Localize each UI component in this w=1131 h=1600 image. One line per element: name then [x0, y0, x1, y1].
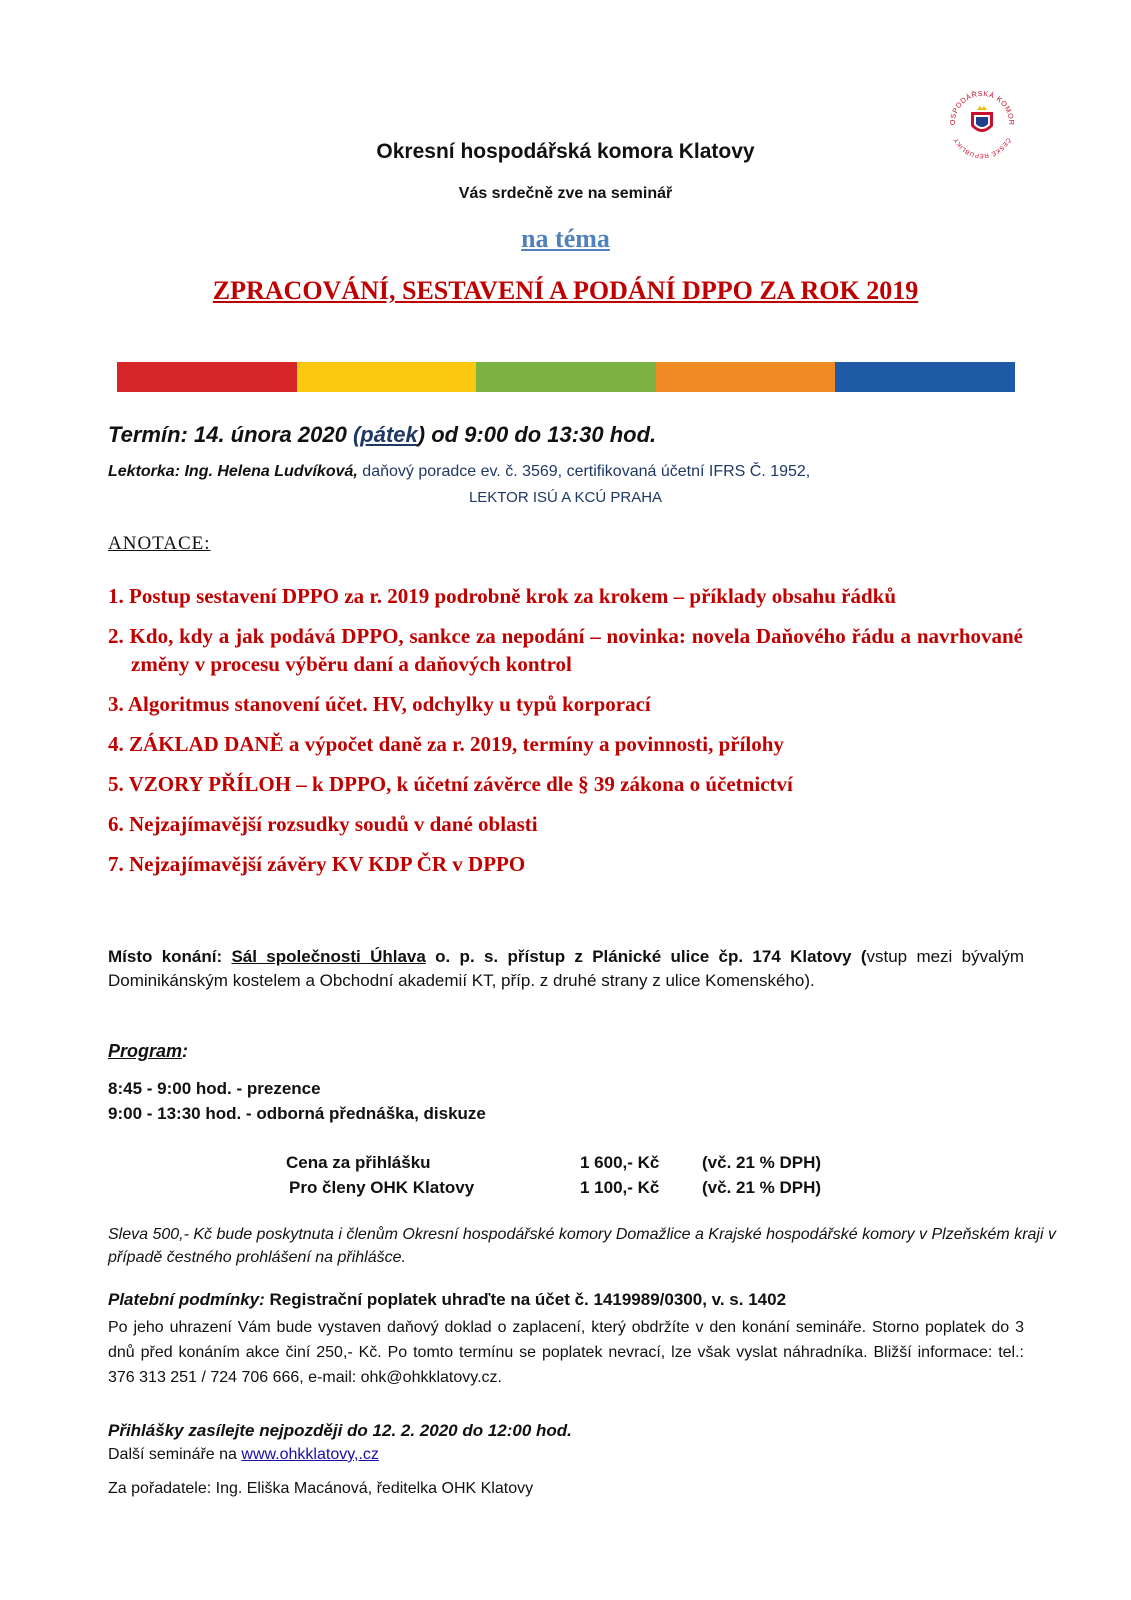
list-item: 3. Algoritmus stanovení účet. HV, odchylky u typů korporací: [108, 692, 651, 716]
list-item: 5. VZORY PŘÍLOH – k DPPO, k účetní závěrce dle § 39 zákona o účetnictví: [108, 772, 793, 796]
color-bar-segment-red: [117, 362, 297, 392]
registration-deadline: Přihlášky zasílejte nejpozději do 12. 2. 2020 do 12:00 hod.: [108, 1421, 572, 1440]
more-seminars: [108, 1446, 379, 1464]
color-bar: [117, 362, 1015, 392]
annotation-heading: ANOTACE:: [108, 533, 211, 554]
member-price-vat: (vč. 21 % DPH): [702, 1178, 822, 1197]
lecturer-details-2: LEKTOR ISÚ A KCÚ PRAHA: [468, 489, 663, 506]
member-price-amount: 1 100,- Kč: [580, 1178, 660, 1197]
list-item: 7. Nejzajímavější závěry KV KDP ČR v DPPO: [108, 852, 526, 876]
topic-label: na téma: [521, 224, 610, 253]
seminar-date: [108, 422, 656, 448]
price-vat: (vč. 21 % DPH): [702, 1153, 822, 1172]
list-item: 1. Postup sestavení DPPO za r. 2019 podrobně krok za krokem – příklady obsahu řádků: [108, 584, 897, 608]
payment-heading: [108, 1290, 786, 1310]
list-item: 4. ZÁKLAD DANĚ a výpočet daně za r. 2019, termíny a povinnosti, přílohy: [108, 732, 784, 756]
organization-name: Okresní hospodářská komora Klatovy: [376, 140, 755, 163]
color-bar-segment-yellow: [297, 362, 477, 392]
color-bar-segment-blue: [835, 362, 1015, 392]
date-prefix: Termín: 14. února 2020: [108, 422, 353, 447]
list-item: 6. Nejzajímavější rozsudky soudů v dané oblasti: [108, 812, 538, 836]
venue-label: Místo konání:: [108, 947, 232, 966]
payment-details: Po jeho uhrazení Vám bude vystaven daňový doklad o zaplacení, který obdržíte v den konání semináře. Storno poplatek do 3 dnů před konáním akce činí 250,- Kč. Po tomto termínu se poplatek nevrací, lze však vyslat náhradníka. Bližší informace: tel.: 376 313 251 / 724 706 666, e-mail: ohk@ohkklatovy.cz.: [108, 1319, 1024, 1386]
invitation-text: Vás srdečně zve na seminář: [458, 185, 673, 202]
list-item: 2. Kdo, kdy a jak podává DPPO, sankce za nepodání – novinka: novela Daňového řádu a navrhované změny v procesu výběru daní a daňových kontrol: [108, 624, 1023, 676]
color-bar-segment-orange: [656, 362, 836, 392]
program-line: 9:00 - 13:30 hod. - odborná přednáška, diskuze: [108, 1104, 486, 1123]
svg-text:ČESKÉ REPUBLIKY: ČESKÉ REPUBLIKY: [952, 136, 1012, 160]
payment-label: Platební podmínky:: [108, 1290, 265, 1309]
discount-note: Sleva 500,- Kč bude poskytnuta i členům Okresní hospodářské komory Domažlice a Krajské hospodářské komory v Plzeňském kraji v případě čestného prohlášení na přihlášce.: [108, 1226, 1056, 1266]
lecturer-info: [108, 463, 810, 481]
venue-name: Sál společnosti Úhlava: [231, 947, 426, 966]
program-line: 8:45 - 9:00 hod. - prezence: [108, 1079, 321, 1098]
lecturer-name: Lektorka: Ing. Helena Ludvíková,: [108, 463, 358, 480]
date-day: (pátek: [352, 422, 418, 447]
date-suffix: ) od 9:00 do 13:30 hod.: [417, 422, 657, 447]
price-label: Cena za přihlášku: [286, 1153, 431, 1172]
more-seminars-label: Další semináře na: [108, 1446, 242, 1463]
venue-address: o. p. s. přístup z Plánické ulice čp. 174 Klatovy (: [425, 947, 867, 966]
program-schedule: [108, 1076, 486, 1126]
organizer-signature: Za pořadatele: Ing. Eliška Macánová, ředitelka OHK Klatovy: [108, 1480, 534, 1497]
program-heading-text: Program: [108, 1041, 183, 1061]
lecturer-details: daňový poradce ev. č. 3569, certifikovaná účetní IFRS Č. 1952,: [357, 463, 811, 480]
payment-account: Registrační poplatek uhraďte na účet č. 1419989/0300, v. s. 1402: [264, 1290, 787, 1309]
svg-text:HOSPODÁŘSKÁ KOMORA: OSPODÁŘSKÁ KOMOR: [947, 88, 1017, 126]
color-bar-segment-green: [476, 362, 656, 392]
venue-info: [108, 945, 1024, 993]
annotation-list: [108, 582, 1023, 890]
program-heading: [108, 1041, 188, 1062]
program-heading-colon: :: [182, 1041, 189, 1061]
website-link[interactable]: www.ohkklatovy,.cz: [241, 1446, 379, 1463]
price-amount: 1 600,- Kč: [580, 1153, 660, 1172]
venue-directions: vstup mezi bývalým Dominikánským kostelem a Obchodní akademií KT, příp. z druhé strany z ulice Komenského).: [108, 947, 1024, 990]
seminar-title: ZPRACOVÁNÍ, SESTAVENÍ A PODÁNÍ DPPO ZA ROK 2019: [212, 276, 919, 305]
member-price-label: Pro členy OHK Klatovy: [289, 1178, 475, 1197]
